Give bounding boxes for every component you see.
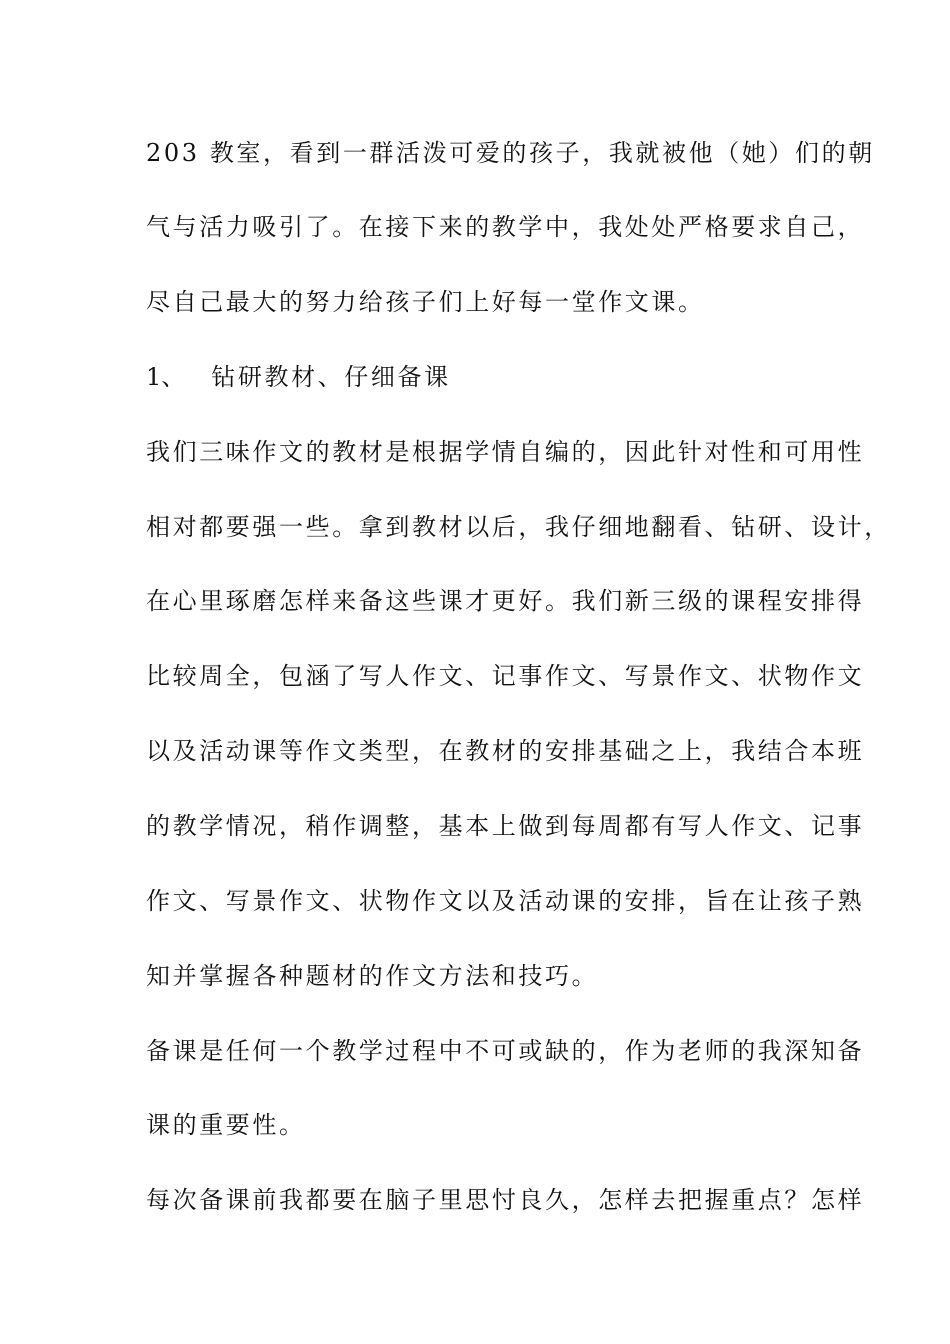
- text-line-8: 以及活动课等作文类型，在教材的安排基础之上，我结合本班: [146, 737, 865, 765]
- section-heading: [146, 361, 451, 393]
- text-line-2: 气与活力吸引了。在接下来的教学中，我处处严格要求自己，: [146, 213, 865, 241]
- section-number: 1、: [146, 363, 186, 391]
- text-line-9: 的教学情况，稍作调整，基本上做到每周都有写人作文、记事: [146, 812, 865, 840]
- text-line-1: 203 教室，看到一群活泼可爱的孩子，我就被他（她）们的朝: [146, 139, 875, 167]
- text-line-13: 课的重要性。: [146, 1111, 306, 1139]
- text-line-11: 知并掌握各种题材的作文方法和技巧。: [146, 962, 599, 990]
- text-line-5: 相对都要强一些。拿到教材以后，我仔细地翻看、钻研、设计，: [146, 513, 891, 541]
- text-line-7: 比较周全，包涵了写人作文、记事作文、写景作文、状物作文: [146, 662, 865, 690]
- text-line-12: 备课是任何一个教学过程中不可或缺的，作为老师的我深知备: [146, 1037, 865, 1065]
- text-line-4: 我们三味作文的教材是根据学情自编的，因此针对性和可用性: [146, 438, 865, 466]
- text-line-3: 尽自己最大的努力给孩子们上好每一堂作文课。: [146, 288, 705, 316]
- section-title: 钻研教材、仔细备课: [211, 363, 451, 391]
- text-line-6: 在心里琢磨怎样来备这些课才更好。我们新三级的课程安排得: [146, 587, 865, 615]
- text-line-14: 每次备课前我都要在脑子里思忖良久，怎样去把握重点？怎样: [146, 1186, 865, 1214]
- text-line-10: 作文、写景作文、状物作文以及活动课的安排，旨在让孩子熟: [146, 887, 865, 915]
